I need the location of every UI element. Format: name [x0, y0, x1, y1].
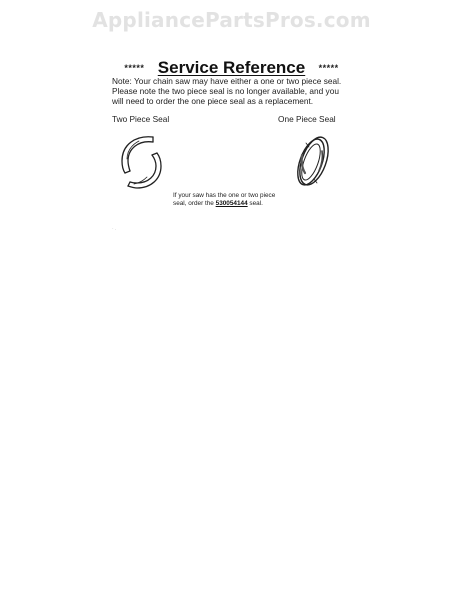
- header: [0, 58, 463, 78]
- scan-specks: · .: [112, 226, 117, 232]
- stars-right: *****: [318, 63, 339, 73]
- one-piece-seal-label: One Piece Seal: [278, 114, 336, 124]
- part-number-link[interactable]: 530054144: [215, 199, 248, 207]
- two-piece-seal-label: Two Piece Seal: [112, 114, 170, 124]
- note-paragraph: Note: Your chain saw may have either a one or two piece seal. Please note the two piece seal is no longer available, and you will need to order the one piece seal as a replacement.: [112, 76, 342, 106]
- instruction-before: If your saw has the one or two piece seal, order the: [173, 192, 276, 207]
- one-piece-seal-image: [292, 131, 332, 191]
- stars-left: *****: [124, 63, 145, 73]
- page-title: Service Reference: [157, 58, 306, 77]
- instruction-after: seal.: [247, 199, 263, 207]
- watermark-logo: AppliancePartsPros.com: [92, 8, 371, 32]
- instruction-text: [173, 192, 285, 207]
- two-piece-seal-image: [117, 133, 167, 191]
